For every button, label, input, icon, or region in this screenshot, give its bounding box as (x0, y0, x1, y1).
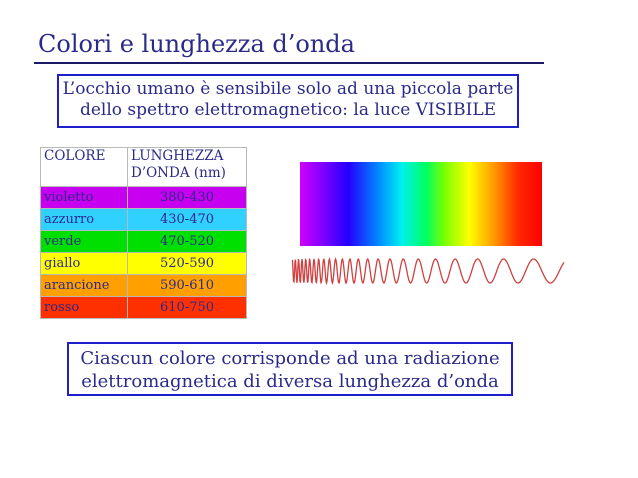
color-wavelength-table (40, 147, 247, 319)
table-row (41, 297, 247, 319)
table-row (41, 231, 247, 253)
color-name-cell: azzurro (41, 209, 128, 231)
table-row (41, 209, 247, 231)
visible-spectrum-image (300, 162, 542, 246)
summary-line-1: Ciascun colore corrisponde ad una radiazione (80, 348, 500, 369)
wavelength-cell: 610-750 (128, 297, 247, 319)
summary-line-2: elettromagnetica di diversa lunghezza d’onda (81, 370, 499, 392)
wavelength-cell: 470-520 (128, 231, 247, 253)
summary-box (67, 342, 513, 396)
wavelength-wave-illustration (290, 254, 566, 288)
table-row (41, 253, 247, 275)
slide-title: Colori e lunghezza d’onda (38, 30, 355, 58)
note-line-2: dello spettro elettromagnetico: la luce VISIBILE (79, 100, 497, 121)
header-lunghezza-line1: LUNGHEZZA (131, 148, 224, 164)
wavelength-cell: 590-610 (128, 275, 247, 297)
table-row (41, 275, 247, 297)
header-colore: COLORE (41, 148, 128, 187)
visible-light-note-box (57, 74, 519, 128)
wavelength-cell: 520-590 (128, 253, 247, 275)
wave-line (292, 259, 564, 283)
color-name-cell: rosso (41, 297, 128, 319)
color-name-cell: verde (41, 231, 128, 253)
note-line-1: L’occhio umano è sensibile solo ad una piccola parte (62, 79, 514, 99)
header-lunghezza-line2: D’ONDA (nm) (131, 164, 226, 181)
title-underline (34, 62, 544, 64)
color-name-cell: arancione (41, 275, 128, 297)
color-name-cell: giallo (41, 253, 128, 275)
header-lunghezza (128, 148, 247, 187)
color-name-cell: violetto (41, 187, 128, 209)
table-row (41, 187, 247, 209)
table-header-row (41, 148, 247, 187)
wavelength-cell: 380-430 (128, 187, 247, 209)
wavelength-cell: 430-470 (128, 209, 247, 231)
